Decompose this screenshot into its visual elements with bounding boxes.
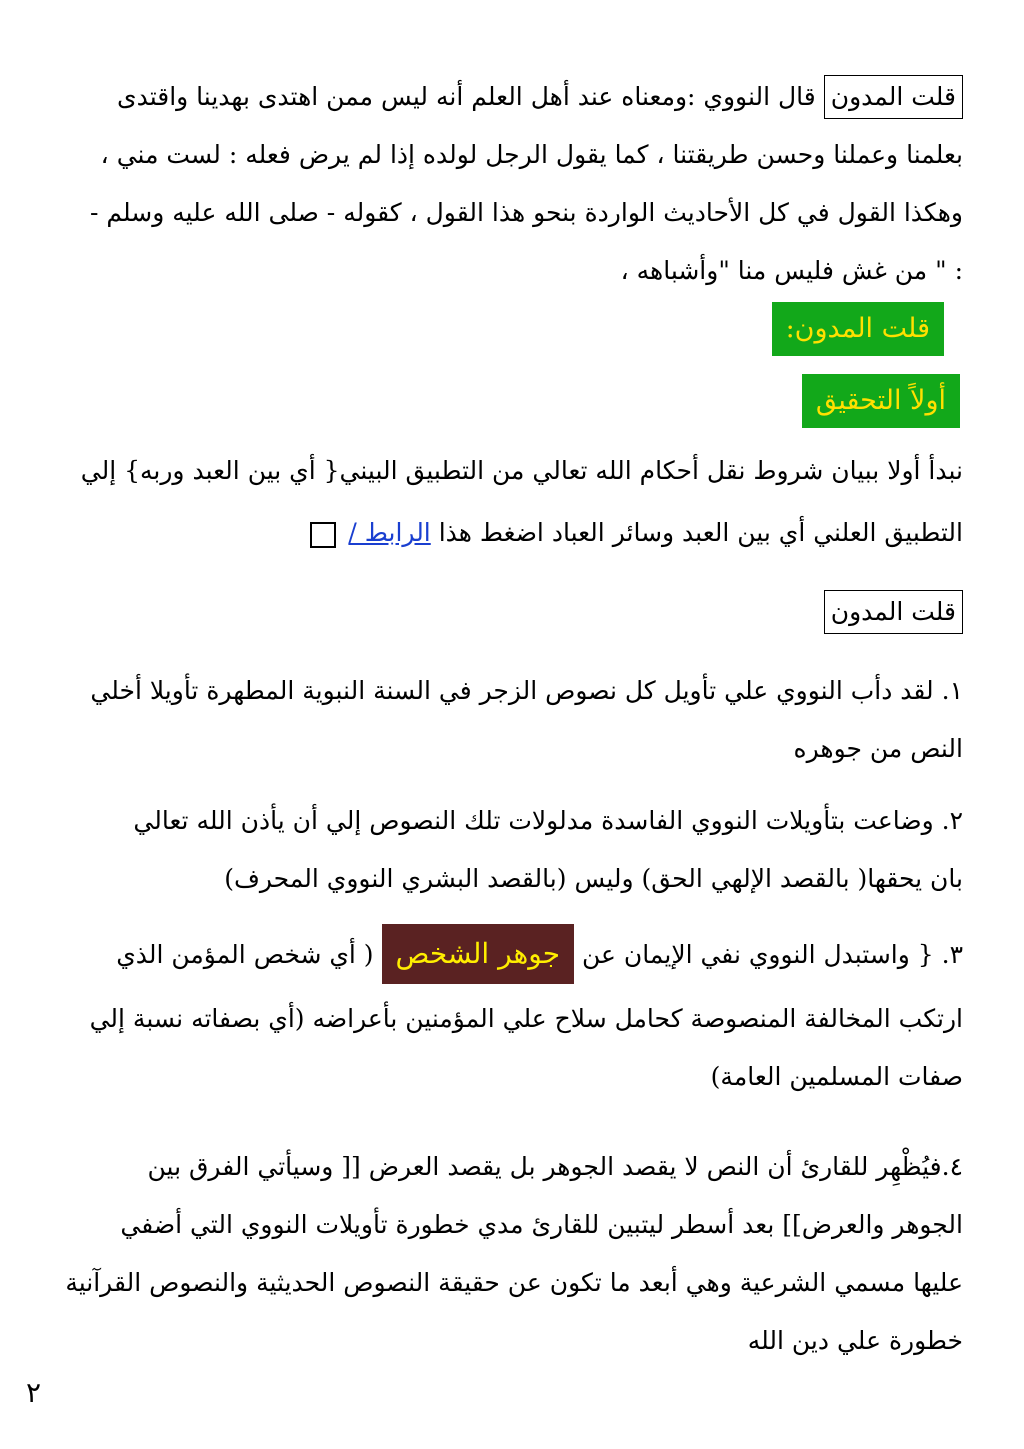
verification-heading-tag: أولاً التحقيق xyxy=(802,374,960,428)
conditions-line-2: التطبيق العلني أي بين العبد وسائر العباد اضغط هذا الرابط / xyxy=(60,502,963,564)
conditions-paragraph xyxy=(60,440,963,564)
author-label-box-2: قلت المدون xyxy=(824,590,963,634)
link-text[interactable]: الرابط / xyxy=(348,518,431,547)
intro-line-1: قلت المدون قال النووي :ومعناه عند أهل العلم أنه ليس ممن اهتدى بهدينا واقتدى xyxy=(60,68,963,126)
list-item-1: ١. لقد دأب النووي علي تأويل كل نصوص الزجر في السنة النبوية المطهرة تأويلا أخلي النص من جوهره xyxy=(90,676,963,763)
intro-paragraph xyxy=(60,68,963,300)
intro-line-2: بعلمنا وعملنا وحسن طريقتنا ، كما يقول الرجل لولده إذا لم يرض فعله : لست مني ، xyxy=(100,140,963,169)
conditions-line-1: نبدأ أولا ببيان شروط نقل أحكام الله تعالي من التطبيق البيني{ أي بين العبد وربه} إلي xyxy=(80,456,963,485)
author-label-box: قلت المدون xyxy=(824,75,963,119)
highlighted-phrase: جوهر الشخص xyxy=(382,924,575,984)
list-item-4: ٤.فيُظْهِر للقارئ أن النص لا يقصد الجوهر بل يقصد العرض [[ وسيأتي الفرق بين الجوهر والعرض]] بعد أسطر ليتبين للقارئ مدي خطورة تأويلات النووي التي أضفي عليها مسمي الشرعية وهي أبعد ما تكون عن حقيقة النصوص الحديثية والنصوص القرآنية خطورة علي دين الله xyxy=(65,1152,963,1355)
intro-line-4: : " من غش فليس منا "وأشباهه ، xyxy=(620,256,963,285)
link-box-icon xyxy=(310,522,336,548)
list-item-3: ٣. { واستبدل النووي نفي الإيمان عن جوهر الشخص ( أي شخص المؤمن الذي ارتكب المخالفة المنصوصة كحامل سلاح علي المؤمنين بأعراضه (أي بصفاته نسبة إلي صفات المسلمين العامة) xyxy=(60,920,963,1106)
intro-line-3: وهكذا القول في كل الأحاديث الواردة بنحو هذا القول ، كقوله - صلى الله عليه وسلم - xyxy=(89,198,963,227)
page-number: ٢ xyxy=(26,1376,42,1409)
list-item-2: ٢. وضاعت بتأويلات النووي الفاسدة مدلولات تلك النصوص إلي أن يأذن الله تعالي بان يحقها( بالقصد الإلهي الحق) وليس (بالقصد البشري النووي المحرف) xyxy=(133,806,963,893)
author-heading-tag: قلت المدون: xyxy=(772,302,944,356)
author-label-row xyxy=(60,590,963,634)
